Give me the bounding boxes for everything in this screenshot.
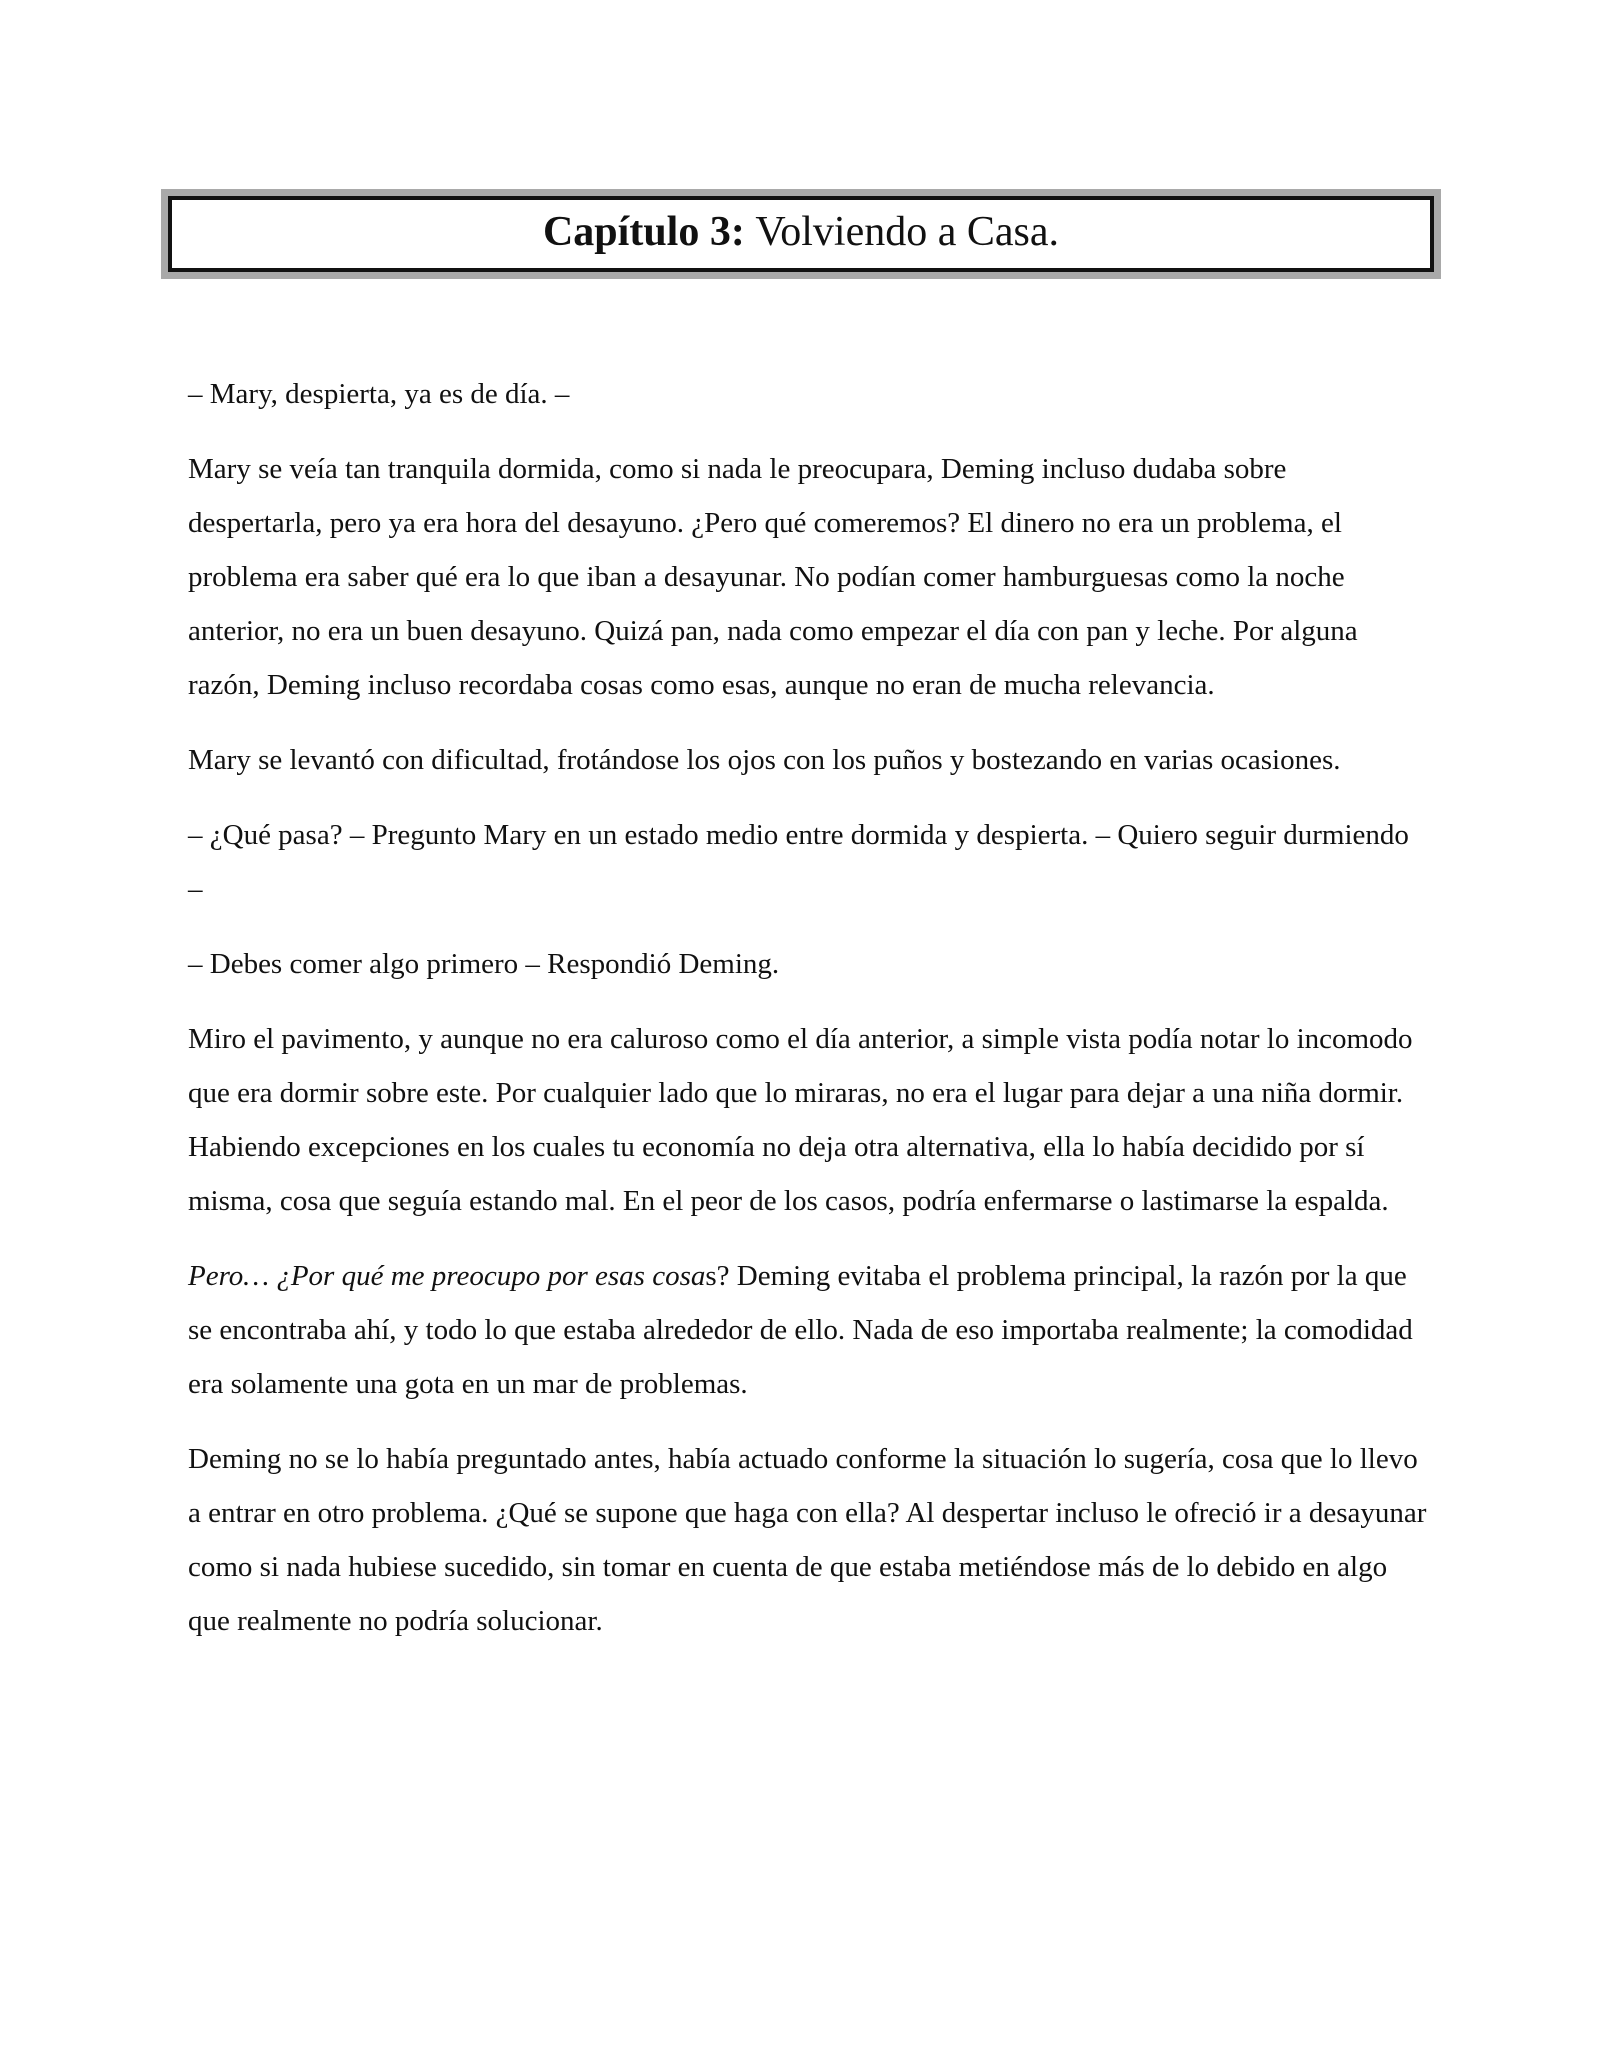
paragraph-continuation: s? Deming evitaba el problema principal, la razón por la que se encontraba ahí, y todo lo que estaba alrededor de ello. Nada de eso importaba realmente; la comodidad era solamente una gota en un mar de problemas. <box>188 1260 1413 1400</box>
italic-thought: Pero… ¿Por qué me preocupo por esas cosa <box>188 1260 706 1292</box>
paragraph: – ¿Qué pasa? – Pregunto Mary en un estado medio entre dormida y despierta. – Quiero seguir durmiendo – <box>188 819 1409 905</box>
chapter-label: Capítulo 3: <box>542 209 745 255</box>
paragraph: – Debes comer algo primero – Respondió Deming. <box>188 948 780 980</box>
paragraph: Deming no se lo había preguntado antes, había actuado conforme la situación lo sugería, cosa que lo llevo a entrar en otro problema. ¿Qué se supone que haga con ella? Al despertar incluso le ofreció ir a desayunar como si nada hubiese sucedido, sin tomar en cuenta de que estaba metiéndose más de lo debido en algo que realmente no podría solucionar. <box>188 1443 1427 1637</box>
paragraph: Mary se levantó con dificultad, frotándose los ojos con los puños y bostezando en varias ocasiones. <box>188 744 1341 776</box>
paragraph: – Mary, despierta, ya es de día. – <box>188 378 570 410</box>
paragraph: Miro el pavimento, y aunque no era caluroso como el día anterior, a simple vista podía notar lo incomodo que era dormir sobre este. Por cualquier lado que lo miraras, no era el lugar para dejar a una niña dormir. Habiendo excepciones en los cuales tu economía no deja otra alternativa, ella lo había decidido por sí misma, cosa que seguía estando mal. En el peor de los casos, podría enfermarse o lastimarse la espalda. <box>188 1023 1413 1217</box>
paragraph: Mary se veía tan tranquila dormida, como si nada le preocupara, Deming incluso dudaba sobre despertarla, pero ya era hora del desayuno. ¿Pero qué comeremos? El dinero no era un problema, el problema era saber qué era lo que iban a desayunar. No podían comer hamburguesas como la noche anterior, no era un buen desayuno. Quizá pan, nada como empezar el día con pan y leche. Por alguna razón, Deming incluso recordaba cosas como esas, aunque no eran de mucha relevancia. <box>188 453 1358 701</box>
paragraph <box>188 1249 1428 1411</box>
chapter-body <box>188 367 1428 1669</box>
chapter-title: Volviendo a Casa. <box>755 209 1060 255</box>
chapter-heading <box>168 196 1434 272</box>
chapter-heading-box <box>161 189 1441 279</box>
